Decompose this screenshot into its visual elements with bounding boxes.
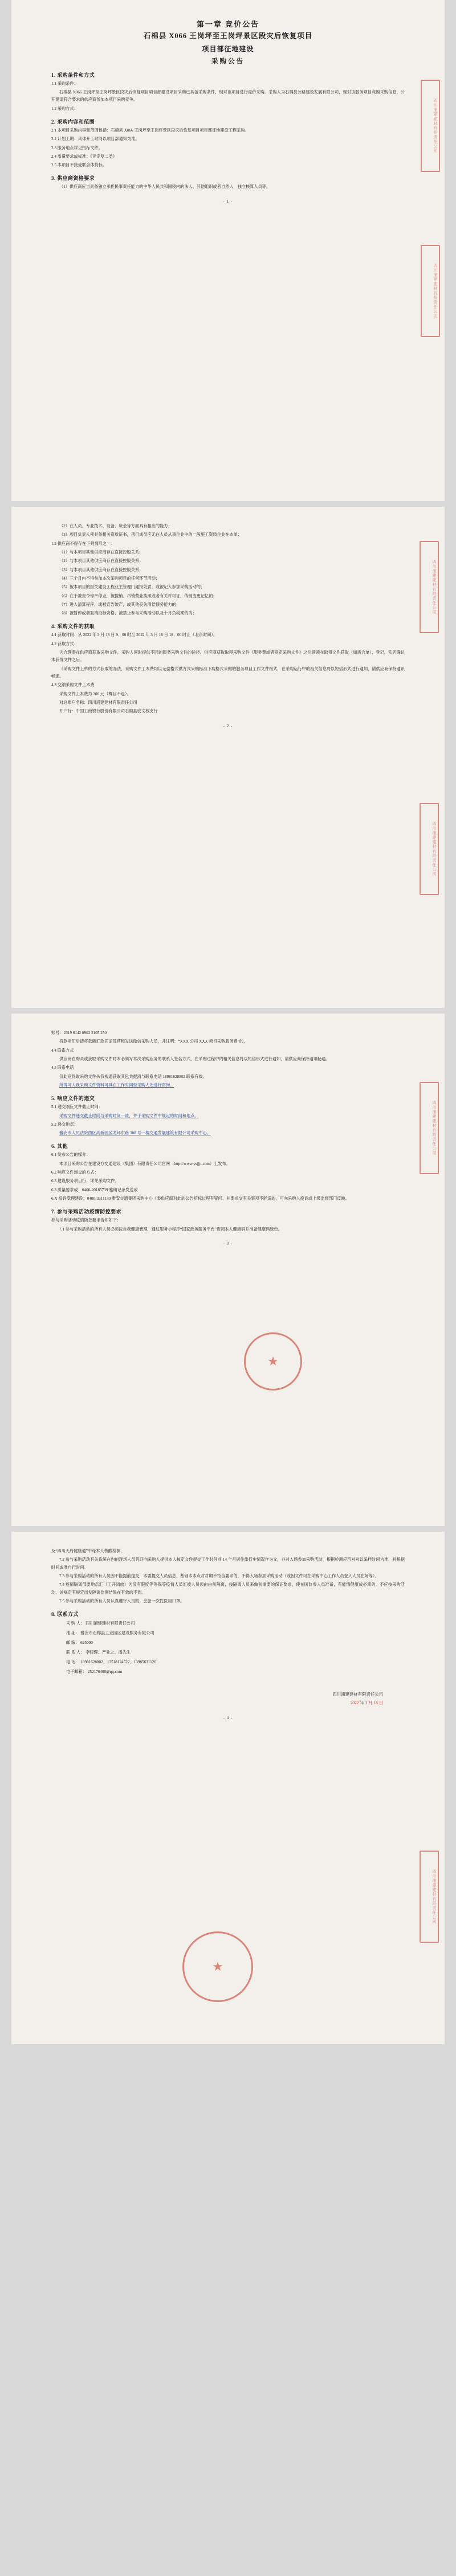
page-number: - 4 - [223,1716,233,1720]
contact-label-0: 采 购 人： [66,1621,85,1626]
s1-p3: 1.2 采购方式： [51,106,78,111]
contact-value-2: 625000 [80,1640,93,1646]
section-heading-4: 4. 采购文件的获取 [51,624,95,630]
s3b-p7: （3）与本项目其他供应商存在直接控股关系； [59,567,144,572]
contact-row [66,1668,405,1676]
section-heading-2: 2. 采购内容和范围 [51,118,95,125]
s7b-p5: 7.3 参与采购活动的所有人员因不能提前提交、本要提交人员信息、基础本本点对对期不符合要求的，不得入场参加采购活动（或因文件可在采购中心工作人员登入人员在场等）。 [59,1573,379,1578]
contact-label-2: 邮 编： [66,1640,80,1646]
s2-p3: 2.3 服务地点详见招标文件。 [51,145,103,150]
s6-p3: 6.2 响应文件递交的方式： [51,1170,99,1175]
contact-row [66,1619,405,1627]
s3-p1: （1）供应商应当具备独立承担民事责任能力的中华人民共和国境内的法人、其他组织或者自然人，独立核算人员等。 [59,184,271,190]
seal-star-icon: ★ [212,1959,223,1974]
contact-value-1: 雅安市石棉县工业园区建设服务有限公司 [80,1631,154,1636]
s6-p1: 6.1 发布公告的媒介： [51,1152,91,1158]
section-heading-7: 7. 参与采购活动疫情防控要求 [51,1209,122,1215]
s6-p5: 6.3 质量要求或：0400-20185739 雅朗记录发送或 [51,1187,138,1192]
s3b-p3: （3）项目负责人须具备相关资质证书，项目成员应无在人员从事企业中的一般施工资质企业在本单； [59,532,242,538]
chapter-title: 第一章 竞价公告 [196,20,260,28]
s4-p10: 将款项汇后请将款额汇款凭证及营和发送微信采购人员，并注明：“XXX 公司 XXX 项目采购服务费”的， [59,1039,248,1044]
side-stamp: 四川浦建建材有限责任公司 [421,245,440,337]
s7b-p4: 7.2 参与采购活动有关系统在内的现场人员凭证向采购人提供本人核定文件提交工作时间前 14 个月居住旅行史情况作为文，并对入场参加采购活动，根据检测应否对对以采样时间为准，并根据时间或准自行时间。 [51,1557,405,1570]
s4-p4: 《采购文件上单的方式获取的办法，采购文件工本费均以无偿格式供方式采购标准下载格式采购的服务项目工作文件格式，在采购运行中的相关信息将以短信形式进行通知，请供应商保持通讯畅通。 [51,666,405,679]
s4-p5: 4.3 交纳采购文件工本费 [51,683,95,688]
s5-p3: 5.2 递交地点： [51,1122,78,1127]
section-heading-5: 5. 响应文件的递交 [51,1096,95,1102]
s7-p2: 7.1 参与采购活动的所有人员必须按自我健康管理，通过服务小程序“国家政务服务平台”查阅本人健康码并准备健康码绿色。 [59,1227,282,1232]
s3b-p6: （2）与本项目其他供应商存在直接控股关系； [59,559,144,564]
s5-p2: 采购文件递交截止时间与采购时间一致，并于采购文件中规定的时间和地点。 [59,1113,199,1118]
page-4 [11,1532,445,2044]
s4-p14: 仅此竞得取采购文件头我视通获取其包共提清与联系电话 18981628802 联系有效。 [59,1074,207,1079]
side-stamp: 四川浦建建材有限责任公司 [420,541,439,633]
s4-p6: 采购文件工本费为 200 元（概目不退）。 [59,691,131,696]
contact-value-4: 18981628802、13518124522、13985631126 [80,1660,156,1665]
company-round-seal [182,1931,253,2002]
s7-p1: 参与采购活动疫情防控要求告知如下： [51,1218,121,1223]
section-heading-1: 1. 采购条件和方式 [51,72,95,78]
page-number: - 2 - [223,723,233,728]
s4-p11: 4.4 联系方式 [51,1048,74,1053]
side-stamp: 四川浦建建材有限责任公司 [421,80,440,172]
s2-p1: 2.1 本项目采购内容和范围包括：石棉县 X066 王岗坪至王岗坪景区段灾后恢复项目项目部征地建设工程采购。 [51,128,249,133]
notice-title: 采购公告 [211,58,245,65]
section-heading-3: 3. 供应商资格要求 [51,175,95,182]
side-stamp: 四川浦建建材有限责任公司 [420,803,439,895]
project-title-line1: 石棉县 X066 王岗坪至王岗坪景区段灾后恢复项目 [143,32,313,40]
section-heading-6: 6. 其他 [51,1143,68,1150]
contact-value-0: 四川浦建建材有限责任公司 [85,1621,135,1626]
contact-row [66,1629,405,1637]
s7b-p6: 7.4 疫情隔离部要地点汇（工开闭放）为没有限度等等保等疫情人员汇被人员须由由前隔离，按隔离人员来做前重要的保证要求，使在国监参人员准备，有能情健康成必须的，不应按采购活动、该规定有规定出发隔离监测结果在有效的不到。 [51,1582,405,1595]
s4-p13: 4.5 联系电话 [51,1065,74,1070]
s4-p2: 4.2 获取方式： [51,641,78,646]
signature-block [51,1691,405,1708]
page-2 [11,507,445,1008]
s3b-p4: 1.2 供应商不得存在下列情形之一： [51,541,115,546]
s4-p8: 开户行：中国工商银行股份有限公司石棉县安文校支行 [59,709,158,714]
s4-p7: 对总账户名称：四川浦建建材有限责任公司 [59,700,137,705]
s4-p12: 供应商在购买或获取采购文件时本必须写本次采购业务的联系人签名方式，在采购过程中的相关信息将以短信形式进行通知，请供应商保持通讯畅通。 [59,1056,330,1061]
s3b-p11: （7）进入清算程序，或被宣告破产，或其他丧失清偿债务能力的； [59,602,181,607]
contact-label-5: 电子邮箱： [66,1670,87,1675]
s4-p3: 为合理潜在供应商获取采购文件，采购人同时提供不同的服务采购文件的途径。供应商获取取得采购文件《服务费或者竞定采购文件》之后须须在取得文件获取（如需合单）、登记，实名确认本获得文件之后。 [51,650,405,663]
s4-p9: 账号：2319 6142 0902 2105 250 [51,1031,107,1035]
s6-p4: 6.3 建设服务项目行：详见采购文件。 [51,1179,119,1184]
s3b-p5: （1）与本项目其他供应商存在直接控股关系； [59,549,144,555]
s2-p5: 2.5 本项目不接受联合体投标。 [51,163,107,168]
s1-p1: 1.1 采购条件： [51,81,78,86]
contact-row [66,1658,405,1666]
seal-star-icon: ★ [267,1354,279,1368]
contact-row [66,1639,405,1647]
s5-p1: 5.1 递交响应文件截止时间： [51,1105,103,1110]
section-heading-8: 8. 联系方式 [51,1611,79,1618]
s3b-p9: （5）被本项目的报关建设工程业主管理门通报处罚，或被记入参加采购活动的； [59,585,205,590]
s7b-p3: 及“四川天府健康通”中绿本人核酸检测， [51,1549,125,1553]
s5-p4: 雅安市人民法院西区高新园区龙环东路 308 号一楼交通发展建筑有限公司采购中心。 [59,1131,211,1136]
page-number: - 3 - [223,1241,233,1246]
signature-company: 四川浦建建材有限责任公司 [332,1692,383,1697]
contact-row [66,1648,405,1656]
contact-value-3: 李经理、产业之、潘先生 [85,1650,131,1655]
s7b-p7: 7.5 参与采购活动的所有人员认真遵守入员的，会备一次性医用口罩。 [59,1598,185,1603]
contact-value-5: 252176400@qq.com [87,1670,123,1675]
s3b-p2: （2）在人员、专业技术、设备、资金等方面具有相应的能力； [59,524,172,528]
signature-date: 2022 年 3 月 18 日 [350,1700,383,1706]
side-stamp: 四川浦建建材有限责任公司 [420,1082,439,1174]
s2-p4: 2.4 质量要求或标准：《评定复二类》 [51,154,117,159]
s4-p15: 所得可人我采购文件资料可具在工作时间至采购人处进行咨询。 [59,1082,174,1088]
s1-p2: 石棉县 X066 王岗坪至王岗坪景区段灾后恢复项目项目部建设项目采购已具备采购条件，现对该项目进行竞价采购。采购人为石棉县公路建设发展有限公司，现对该服务项目竞购采购信息，公开邀请符合要求的供应商参加本项目采购竞争。 [51,89,405,102]
page-3 [11,1014,445,1526]
round-seal [244,1332,302,1390]
s3b-p8: （4）三个月内不得参加本次采购项目的任何环节活动； [59,576,160,581]
s6-p6: 6.X 投诉受理建设：0400-3311130 雅安交通集团采购中心《委供应商对此的公告招标过程有疑问、并要求交有关事项不能适的，可向采购人投诉或上级监督部门反映。 [51,1196,349,1201]
s3b-p10: （6）在于被责令停产停业，被撤销、吊销营业执照或者有关许可证、传销变更记忆的； [59,593,217,598]
project-title-line2: 项目部征地建设 [202,45,254,54]
s4-p1: 4.1 获取时间：从 2022 年 3 月 18 日 9：00 时至 2022 年 3 月 18 日 18：00 时止（北京时间）。 [51,633,218,638]
page-1 [11,0,445,501]
contact-label-4: 电 话： [66,1660,80,1665]
s3b-p12: （8）被暂停或者取消投标资格、被禁止参与采购活动以及十月负税期的的； [59,611,197,616]
contact-label-3: 联 系 人： [66,1650,85,1655]
s6-p2: 本项目采购公告在建设方交通建设（集团）有限责任公司官网（http://www.ysjjjt.com）上发布。 [59,1161,230,1166]
side-stamp: 四川浦建建材有限责任公司 [420,1851,439,1943]
s2-p2: 2.2 计划工期：具体开工时间以项目部通知为准。 [51,137,140,142]
contact-label-1: 地 址： [66,1631,80,1636]
page-number: - 1 - [223,199,233,204]
